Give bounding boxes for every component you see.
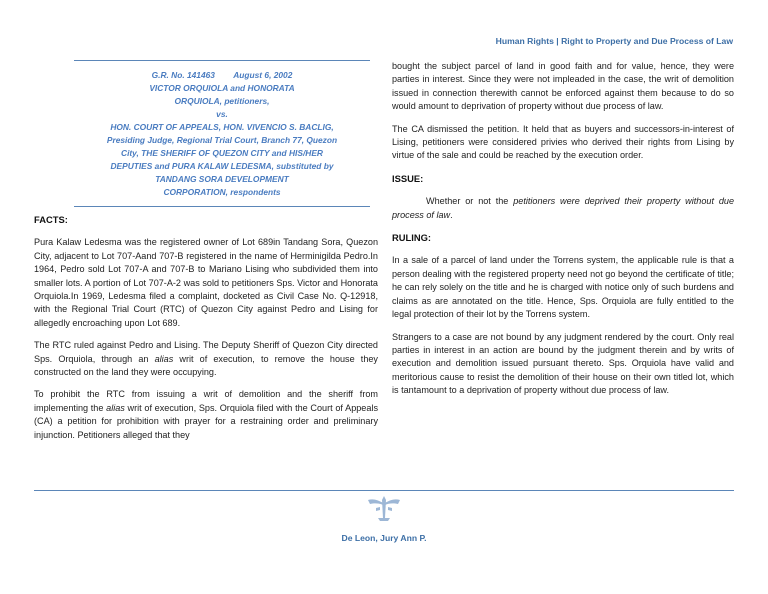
caption-line: DEPUTIES and PURA KALAW LEDESMA, substituted by xyxy=(110,161,334,171)
running-header: Human Rights | Right to Property and Due Process of Law xyxy=(495,36,733,46)
right-column xyxy=(392,60,734,407)
caption-line: ORQUIOLA, petitioners, xyxy=(174,96,270,106)
caption-line: HON. COURT OF APPEALS, HON. VIVENCIO S. BACLIG, xyxy=(110,122,334,132)
text-run: writ of execution, to remove the house they constructed on the land they were occupying. xyxy=(34,353,378,378)
facts-paragraph xyxy=(34,339,378,379)
facts-continuation: bought the subject parcel of land in good faith and for value, hence, they were parties in interest. Since they were not impleaded in the case, the writ of demolition issued in connection therewith cannot be enforced against them because to do so would amount to deprivation of property without due process of law. xyxy=(392,61,734,112)
facts-paragraph: The CA dismissed the petition. It held that as buyers and successors-in-interest of Lising, petitioners were considered privies who derived their rights from Lising by virtue of the sale and could be reached by the execution order. xyxy=(392,123,734,161)
caption-line: Presiding Judge, Regional Trial Court, Branch 77, Quezon xyxy=(106,135,338,145)
ruling-paragraph: In a sale of a parcel of land under the Torrens system, the applicable rule is that a person dealing with the registered property need not go beyond the certificate of title; he can rely solely on the title and he is charged with notice only of such burdens and claims as are annotated on the title. Hence, Sps. Orquiola are fully entitled to the legal protection of their lot by the Torrens system. xyxy=(392,255,734,320)
text-run: To prohibit the RTC from issuing a writ of demolition and the sheriff from implementing the xyxy=(34,389,378,413)
author-footer: De Leon, Jury Ann P. xyxy=(341,533,427,543)
scales-of-justice-icon xyxy=(366,494,402,527)
facts-paragraph: Pura Kalaw Ledesma was the registered owner of Lot 689in Tandang Sora, Quezon City, adjacent to Lot 707-Aand 707-B registered in the name of Herminigilda Pedro.In 1964, Pedro sold Lot 707-A and 707-B to Mariano Lising who subdivided them into smaller lots. A portion of Lot 707-A-2 was sold to petitioners Sps. Victor and Honorata Orquiola.In 1969, Ledesma filed a complaint, docketed as Civil Case No. Q-12918, with the Regional Trial Court (RTC) of Quezon City against Pedro and Lising for allegedly encroaching upon Lot 689. xyxy=(34,237,378,328)
case-number-line xyxy=(74,69,370,82)
caption-line: City, THE SHERIFF OF QUEZON CITY and HIS/HER xyxy=(121,148,323,158)
caption-line: vs. xyxy=(216,109,228,119)
italic-issue: petitioners were deprived their property without due process of law xyxy=(392,196,735,220)
text-run: The RTC ruled against Pedro and Lising. The Deputy Sheriff of Quezon City directed Sps. Orquiola, through an xyxy=(34,340,378,364)
text-run: . xyxy=(450,209,453,220)
left-column xyxy=(34,60,378,451)
caption-line: VICTOR ORQUIOLA and HONORATA xyxy=(149,83,295,93)
case-caption xyxy=(74,60,370,207)
facts-paragraph xyxy=(34,388,378,442)
ruling-paragraph: Strangers to a case are not bound by any judgment rendered by the court. Only real parties in interest in an action are bound by the judgment therein and by writs of execution and demolition issued pursuant thereto. Sps. Orquiola have valid and meritorious cause to resist the demolition of their house on their own titled lot, which is tantamount to a deprivation of property without due process of law. xyxy=(392,331,734,396)
italic-term: alias xyxy=(154,353,174,364)
caption-line: TANDANG SORA DEVELOPMENT xyxy=(155,174,289,184)
gr-number: G.R. No. 141463 xyxy=(151,70,215,80)
text-run: Whether or not the xyxy=(426,196,514,207)
issue-heading: ISSUE: xyxy=(392,172,424,184)
case-date: August 6, 2002 xyxy=(233,70,293,80)
facts-heading: FACTS: xyxy=(34,214,68,225)
italic-term: alias xyxy=(106,402,125,413)
issue-paragraph xyxy=(392,195,734,222)
caption-line: CORPORATION, respondents xyxy=(163,187,281,197)
text-run: writ of execution, Sps. Orquiola filed with the Court of Appeals (CA) a petition for prohibition with prayer for a restraining order and preliminary injunction. Petitioners alleged that they xyxy=(34,402,378,440)
ruling-heading: RULING: xyxy=(392,232,432,244)
footer-divider xyxy=(34,490,734,491)
